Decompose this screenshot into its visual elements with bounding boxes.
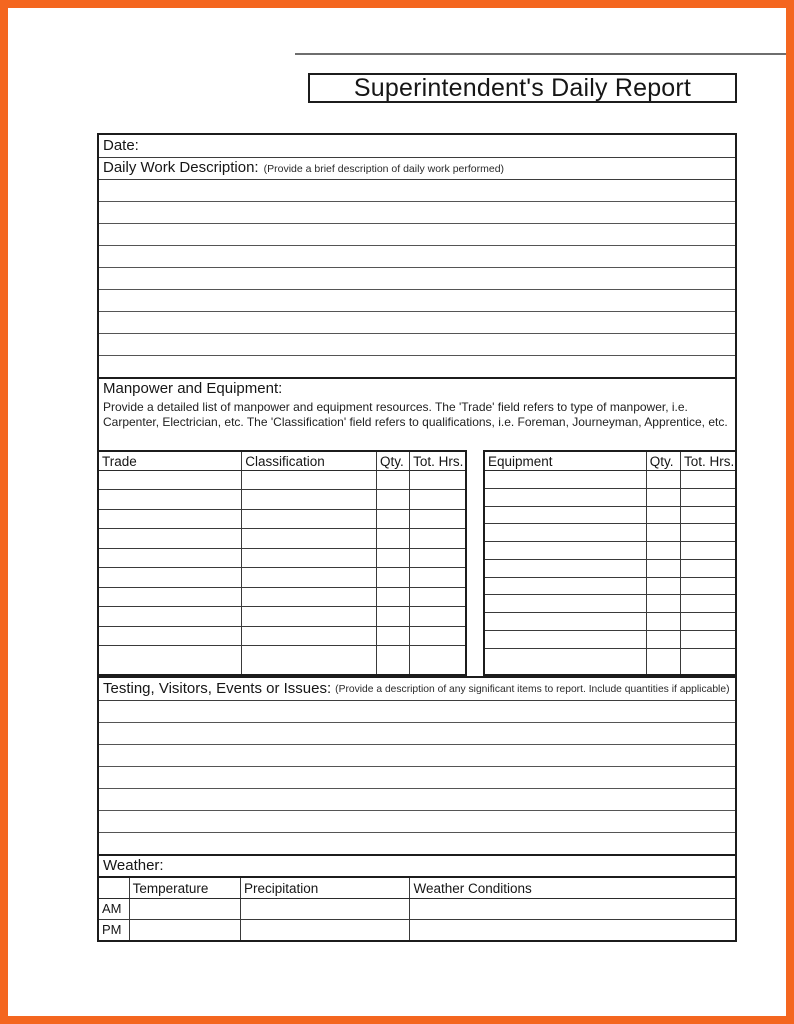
- blank-line[interactable]: [99, 334, 735, 356]
- table-cell[interactable]: [484, 471, 646, 489]
- table-cell[interactable]: [242, 646, 377, 675]
- blank-line[interactable]: [99, 202, 735, 224]
- table-cell[interactable]: [410, 548, 466, 567]
- table-cell[interactable]: [646, 595, 680, 613]
- blank-line[interactable]: [99, 767, 735, 789]
- date-input-area[interactable]: [139, 135, 735, 157]
- table-cell[interactable]: [377, 509, 410, 528]
- table-header-row: [98, 877, 736, 899]
- weather-corner-cell: [98, 877, 129, 899]
- table-cell[interactable]: [410, 490, 466, 509]
- table-row: [98, 587, 466, 606]
- pm-precipitation-cell[interactable]: [240, 919, 410, 941]
- table-header-row: [484, 451, 736, 471]
- col-header-tot-hrs: Tot. Hrs.: [681, 451, 736, 471]
- col-header-precipitation: Precipitation: [240, 877, 410, 899]
- blank-line[interactable]: [99, 723, 735, 745]
- table-row: [484, 506, 736, 524]
- table-cell[interactable]: [98, 509, 242, 528]
- blank-line[interactable]: [99, 268, 735, 290]
- table-cell[interactable]: [377, 548, 410, 567]
- table-cell[interactable]: [242, 548, 377, 567]
- manpower-table-left: [97, 450, 467, 676]
- col-header-classification: Classification: [242, 451, 377, 471]
- table-row: [98, 529, 466, 548]
- weather-label: Weather:: [103, 856, 164, 874]
- table-cell[interactable]: [98, 529, 242, 548]
- manpower-section-header: [99, 377, 735, 450]
- blank-line[interactable]: [99, 224, 735, 246]
- table-row: [484, 488, 736, 506]
- col-header-equipment: Equipment: [484, 451, 646, 471]
- table-cell[interactable]: [484, 648, 646, 675]
- table-row: [98, 626, 466, 645]
- pm-conditions-cell[interactable]: [410, 919, 736, 941]
- table-cell[interactable]: [484, 613, 646, 631]
- table-cell[interactable]: [681, 631, 736, 649]
- table-cell[interactable]: [377, 626, 410, 645]
- blank-line[interactable]: [99, 745, 735, 767]
- table-cell[interactable]: [242, 626, 377, 645]
- manpower-tables: [97, 450, 737, 676]
- table-cell[interactable]: [484, 631, 646, 649]
- table-cell[interactable]: [410, 626, 466, 645]
- weather-table: [97, 876, 737, 942]
- col-header-qty: Qty.: [646, 451, 680, 471]
- table-cell[interactable]: [242, 529, 377, 548]
- col-header-tot-hrs: Tot. Hrs.: [410, 451, 466, 471]
- table-row: [484, 648, 736, 675]
- table-cell[interactable]: [484, 542, 646, 560]
- table-cell[interactable]: [646, 471, 680, 489]
- table-cell[interactable]: [484, 524, 646, 542]
- table-cell[interactable]: [681, 524, 736, 542]
- row-label-pm: PM: [98, 919, 129, 941]
- table-header-row: [98, 451, 466, 471]
- testing-lines: [99, 701, 735, 854]
- table-cell[interactable]: [377, 529, 410, 548]
- table-cell[interactable]: [646, 542, 680, 560]
- table-row: [484, 559, 736, 577]
- table-cell[interactable]: [646, 577, 680, 595]
- am-precipitation-cell[interactable]: [240, 899, 410, 920]
- date-row: [99, 135, 735, 158]
- table-cell[interactable]: [410, 568, 466, 587]
- col-header-temperature: Temperature: [129, 877, 240, 899]
- col-header-weather-conditions: Weather Conditions: [410, 877, 736, 899]
- table-cell[interactable]: [484, 506, 646, 524]
- table-cell[interactable]: [681, 542, 736, 560]
- col-header-qty: Qty.: [377, 451, 410, 471]
- table-cell[interactable]: [646, 631, 680, 649]
- table-row: [98, 490, 466, 509]
- table-cell[interactable]: [377, 490, 410, 509]
- table-cell[interactable]: [377, 646, 410, 675]
- table-row: [484, 524, 736, 542]
- table-cell[interactable]: [98, 548, 242, 567]
- manpower-label: Manpower and Equipment:: [103, 380, 283, 397]
- blank-line[interactable]: [99, 356, 735, 377]
- table-cell[interactable]: [646, 488, 680, 506]
- daily-work-lines: [99, 180, 735, 377]
- table-cell[interactable]: [681, 506, 736, 524]
- table-cell[interactable]: [377, 607, 410, 626]
- table-cell[interactable]: [410, 607, 466, 626]
- table-cell[interactable]: [681, 471, 736, 489]
- table-cell[interactable]: [681, 577, 736, 595]
- manpower-description: Provide a detailed list of manpower and equipment resources. The 'Trade' field refers to type of manpower, i.e. Carpenter, Electrician, etc. The 'Classification' field refers to qualifications, i.e. Foreman, Journeyman, Apprentice, etc.: [103, 399, 728, 430]
- table-cell[interactable]: [681, 559, 736, 577]
- table-cell[interactable]: [242, 607, 377, 626]
- blank-line[interactable]: [99, 701, 735, 723]
- blank-line[interactable]: [99, 811, 735, 833]
- table-row: [484, 542, 736, 560]
- table-cell[interactable]: [484, 488, 646, 506]
- table-cell[interactable]: [646, 524, 680, 542]
- am-temperature-cell[interactable]: [129, 899, 240, 920]
- table-cell[interactable]: [646, 506, 680, 524]
- table-cell[interactable]: [681, 613, 736, 631]
- table-cell[interactable]: [410, 646, 466, 675]
- title-top-rule: [295, 53, 786, 55]
- weather-row-am: [98, 899, 736, 920]
- weather-row-pm: [98, 919, 736, 941]
- blank-line[interactable]: [99, 290, 735, 312]
- table-cell[interactable]: [242, 587, 377, 606]
- blank-line[interactable]: [99, 180, 735, 202]
- date-label: Date:: [103, 136, 139, 154]
- table-cell[interactable]: [646, 648, 680, 675]
- table-row: [484, 577, 736, 595]
- table-cell[interactable]: [410, 509, 466, 528]
- report-form: [97, 133, 737, 942]
- table-row: [484, 613, 736, 631]
- table-cell[interactable]: [98, 646, 242, 675]
- blank-line[interactable]: [99, 246, 735, 268]
- table-row: [98, 568, 466, 587]
- table-cell[interactable]: [681, 648, 736, 675]
- table-row: [98, 471, 466, 490]
- table-cell[interactable]: [646, 613, 680, 631]
- table-row: [98, 646, 466, 675]
- testing-label: Testing, Visitors, Events or Issues:: [103, 679, 332, 697]
- table-row: [98, 509, 466, 528]
- blank-line[interactable]: [99, 833, 735, 854]
- pm-temperature-cell[interactable]: [129, 919, 240, 941]
- table-cell[interactable]: [98, 490, 242, 509]
- row-label-am: AM: [98, 899, 129, 920]
- table-cell[interactable]: [98, 626, 242, 645]
- table-cell[interactable]: [410, 587, 466, 606]
- table-cell[interactable]: [242, 509, 377, 528]
- table-cell[interactable]: [377, 471, 410, 490]
- manpower-table-right: [483, 450, 737, 676]
- table-cell[interactable]: [242, 568, 377, 587]
- table-cell[interactable]: [646, 559, 680, 577]
- table-cell[interactable]: [410, 529, 466, 548]
- table-row: [484, 631, 736, 649]
- daily-work-header: [99, 158, 735, 180]
- table-cell[interactable]: [98, 587, 242, 606]
- page-title: Superintendent's Daily Report: [353, 73, 692, 102]
- table-cell[interactable]: [377, 568, 410, 587]
- table-cell[interactable]: [484, 577, 646, 595]
- blank-line[interactable]: [99, 312, 735, 334]
- blank-line[interactable]: [99, 789, 735, 811]
- table-cell[interactable]: [242, 471, 377, 490]
- table-cell[interactable]: [410, 471, 466, 490]
- table-cell[interactable]: [681, 488, 736, 506]
- tables-gap: [467, 450, 483, 676]
- weather-section-header: [99, 854, 735, 876]
- daily-work-label: Daily Work Description:: [103, 159, 259, 177]
- title-box: [308, 73, 737, 103]
- table-cell[interactable]: [242, 490, 377, 509]
- table-row: [484, 595, 736, 613]
- table-row: [98, 607, 466, 626]
- table-cell[interactable]: [98, 607, 242, 626]
- testing-section-header: [99, 676, 735, 701]
- table-cell[interactable]: [98, 568, 242, 587]
- am-conditions-cell[interactable]: [410, 899, 736, 920]
- table-cell[interactable]: [484, 595, 646, 613]
- table-cell[interactable]: [98, 471, 242, 490]
- testing-hint: (Provide a description of any significant items to report. Include quantities if applicable): [335, 683, 730, 695]
- table-row: [98, 548, 466, 567]
- table-cell[interactable]: [681, 595, 736, 613]
- daily-work-hint: (Provide a brief description of daily work performed): [263, 162, 505, 175]
- table-cell[interactable]: [377, 587, 410, 606]
- table-row: [484, 471, 736, 489]
- table-cell[interactable]: [484, 559, 646, 577]
- col-header-trade: Trade: [98, 451, 242, 471]
